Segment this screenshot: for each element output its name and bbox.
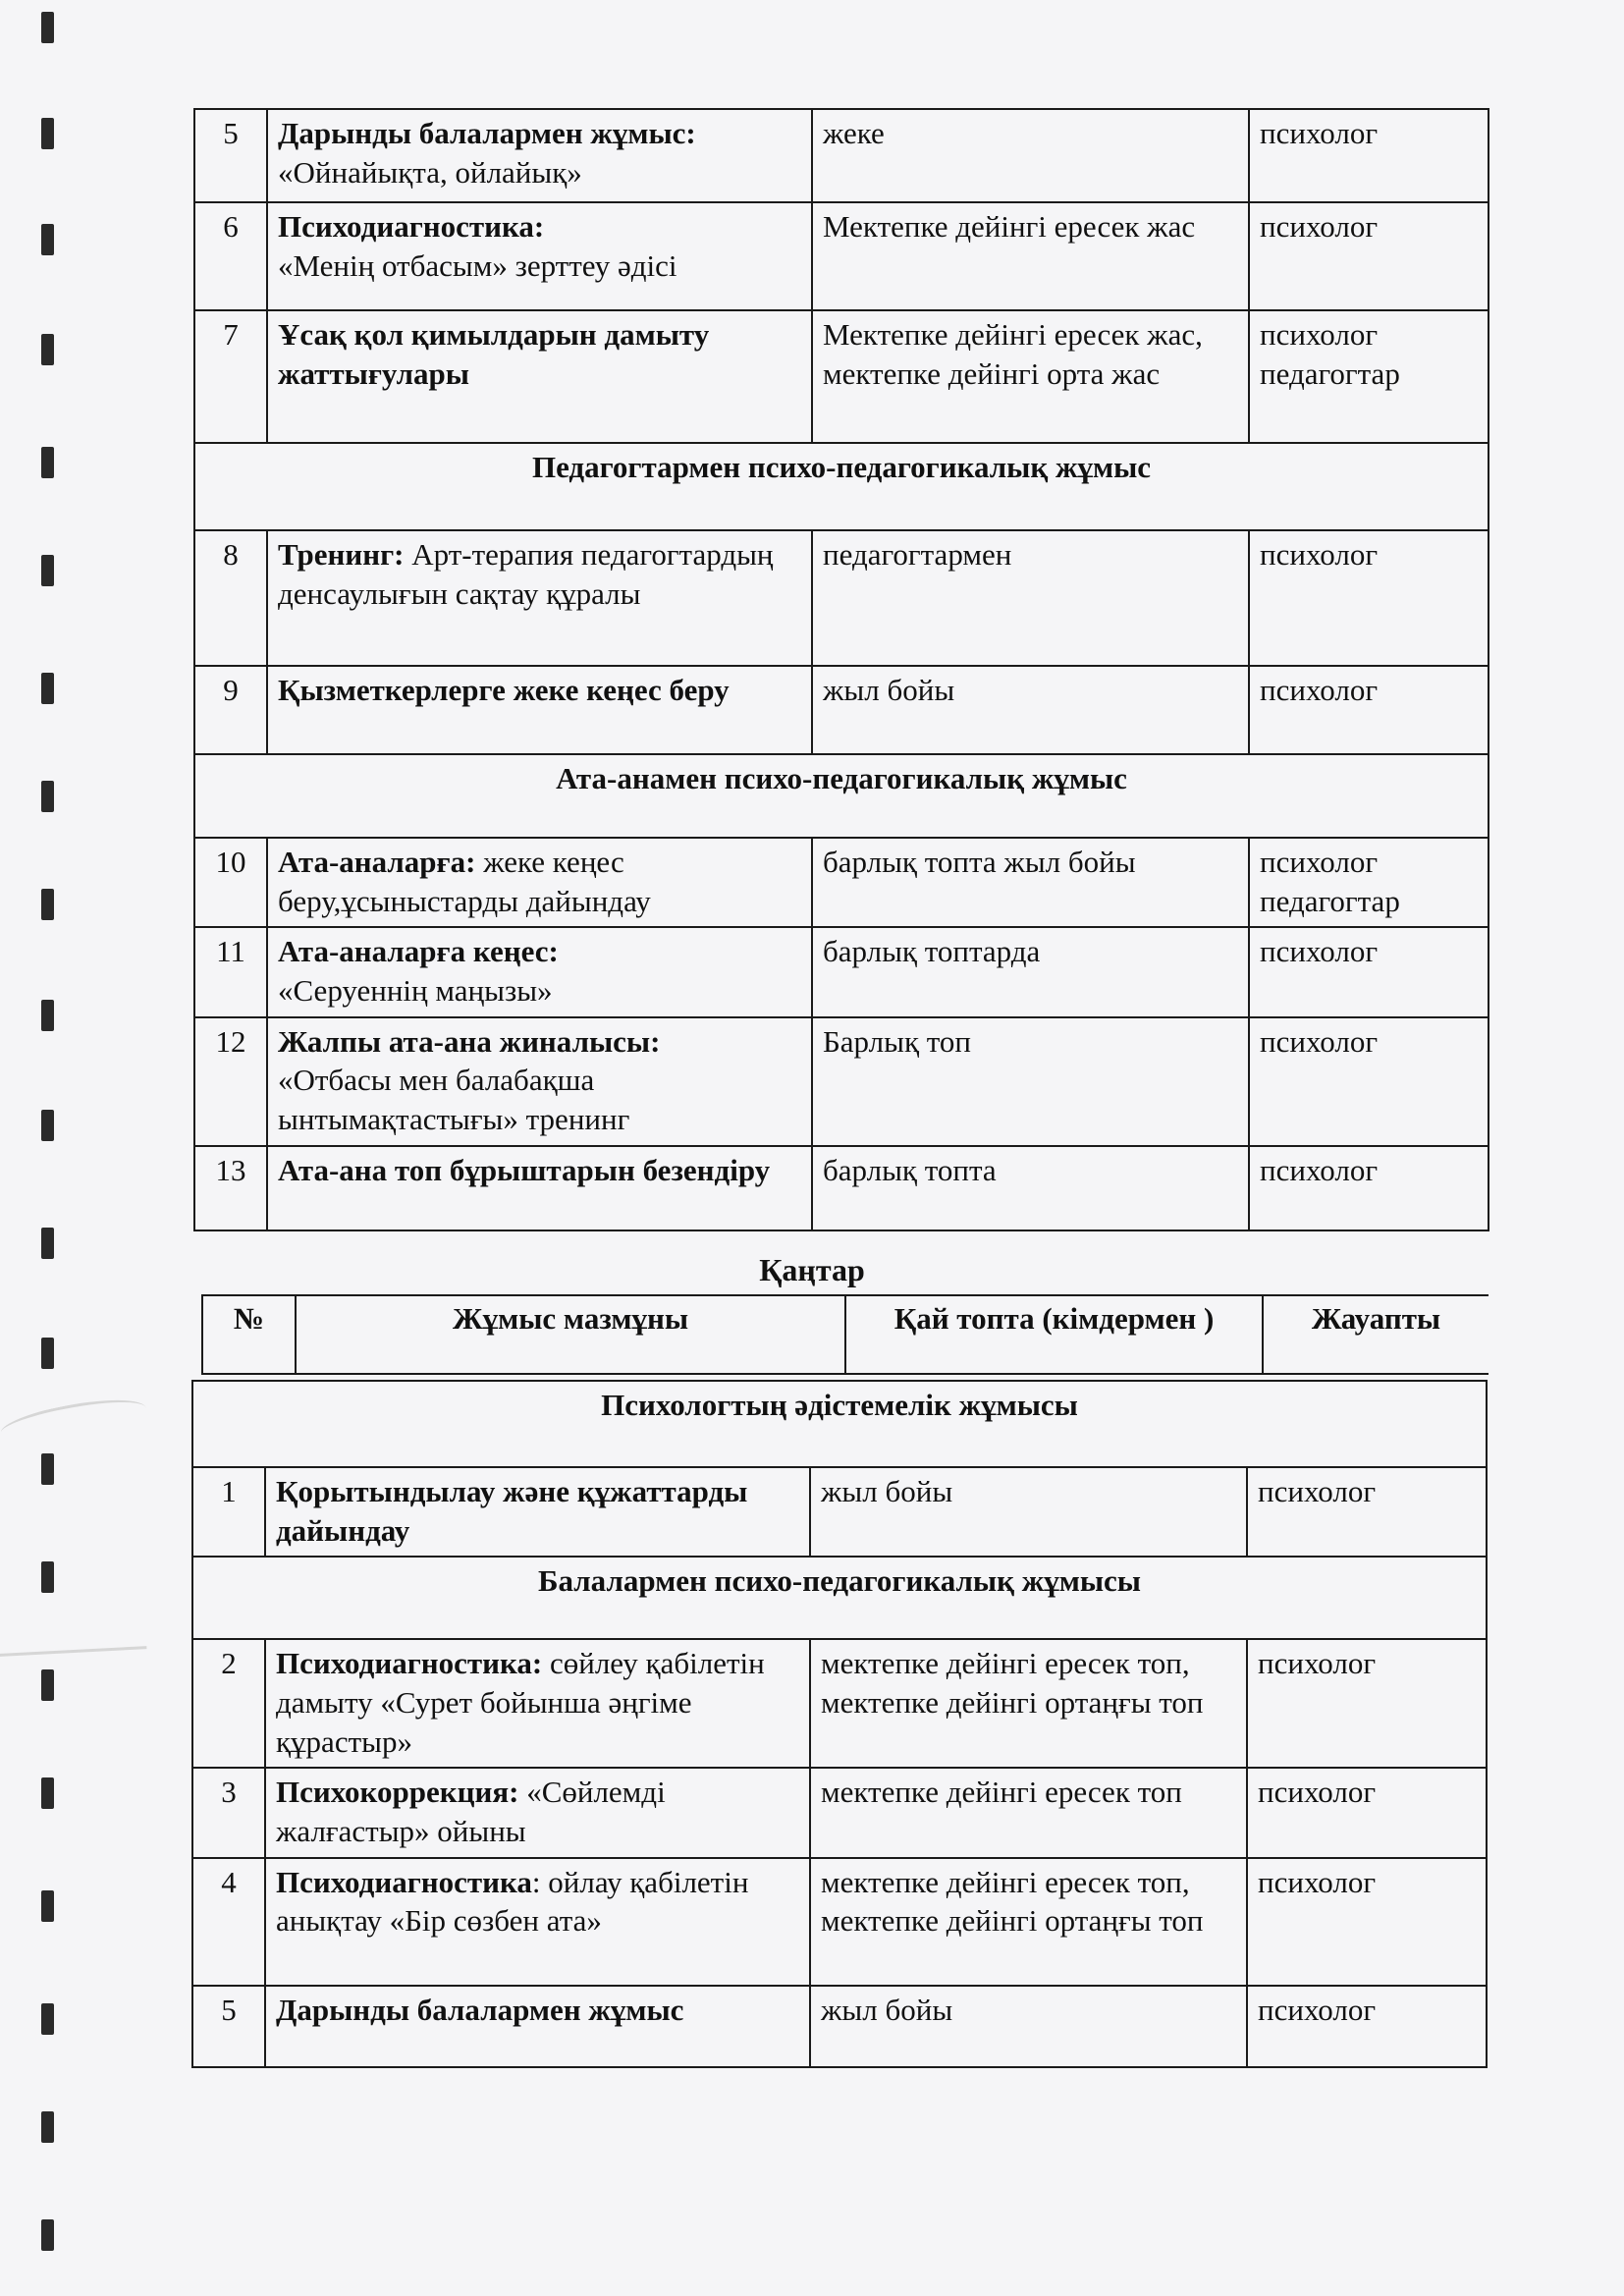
target-group: жыл бойы [812,666,1249,754]
table-row [192,1858,1487,1986]
work-content: Қызметкерлерге жеке кеңес беру [267,666,812,754]
column-header [201,1294,1489,1375]
target-group: жыл бойы [810,1467,1247,1557]
work-content: Психодиагностика: ойлау қабілетін анықтау «Бір сөзбен ата» [265,1858,810,1986]
target-group: барлық топта [812,1146,1249,1230]
table-row [194,927,1489,1016]
responsible: психолог [1247,1639,1487,1768]
month-title: Қаңтар [759,1252,865,1287]
target-group: барлық топтарда [812,927,1249,1016]
table-row [192,1986,1487,2067]
responsible: психолог [1247,1858,1487,1986]
work-content: Психодиагностика: «Менің отбасым» зерттеу әдісі [267,202,812,310]
section-title: Психологтың әдістемелік жұмысы [192,1381,1487,1467]
responsible: психолог [1249,202,1489,310]
row-number: 13 [194,1146,267,1230]
table-row [194,202,1489,310]
responsible: психолог педагогтар [1249,310,1489,443]
row-number: 5 [192,1986,265,2067]
work-content: Қорытындылау және құжаттарды дайындау [265,1467,810,1557]
work-content: Дарынды балалармен жұмыс: «Ойнайықта, ойлайық» [267,109,812,202]
row-number: 9 [194,666,267,754]
binding-holes [0,0,69,2296]
work-content: Психодиагностика: сөйлеу қабілетін дамыту «Сурет бойынша әңгіме құрастыр» [265,1639,810,1768]
row-number: 8 [194,530,267,666]
responsible: психолог [1247,1467,1487,1557]
row-number: 4 [192,1858,265,1986]
work-content: Тренинг: Арт-терапия педагогтардың денсаулығын сақтау құралы [267,530,812,666]
target-group: мектепке дейінгі ересек топ, мектепке дейінгі ортаңғы топ [810,1639,1247,1768]
section-row [192,1557,1487,1639]
work-content: Ата-аналарға: жеке кеңес беру,ұсыныстарды дайындау [267,838,812,927]
header-responsible: Жауапты [1263,1295,1489,1374]
responsible: психолог [1249,1146,1489,1230]
header-number: № [202,1295,296,1374]
work-content: Ата-аналарға кеңес: «Серуеннің маңызы» [267,927,812,1016]
responsible: психолог [1249,927,1489,1016]
target-group: мектепке дейінгі ересек топ, мектепке дейінгі ортаңғы топ [810,1858,1247,1986]
table-row [194,109,1489,202]
header-content: Жұмыс мазмұны [296,1295,845,1374]
responsible: психолог [1249,666,1489,754]
row-number: 1 [192,1467,265,1557]
target-group: барлық топта жыл бойы [812,838,1249,927]
target-group: Барлық топ [812,1017,1249,1146]
section-title: Ата-анамен психо-педагогикалық жұмыс [194,754,1489,838]
header-group: Қай топта (кімдермен ) [845,1295,1263,1374]
table-row [194,838,1489,927]
work-content: Психокоррекция: «Сөйлемді жалғастыр» ойыны [265,1768,810,1857]
table-row [194,1146,1489,1230]
work-content: Ұсақ қол қимылдарын дамыту жаттығулары [267,310,812,443]
row-number: 2 [192,1639,265,1768]
row-number: 10 [194,838,267,927]
row-number: 6 [194,202,267,310]
target-group: Мектепке дейінгі ересек жас [812,202,1249,310]
table-row [194,310,1489,443]
target-group: Мектепке дейінгі ересек жас, мектепке дейінгі орта жас [812,310,1249,443]
row-number: 3 [192,1768,265,1857]
row-number: 5 [194,109,267,202]
table-row [192,1639,1487,1768]
responsible: психолог [1249,1017,1489,1146]
section-title: Балалармен психо-педагогикалық жұмысы [192,1557,1487,1639]
section-row [192,1381,1487,1467]
responsible: психолог [1247,1986,1487,2067]
responsible: психолог [1247,1768,1487,1857]
target-group: педагогтармен [812,530,1249,666]
row-number: 7 [194,310,267,443]
target-group: жеке [812,109,1249,202]
table-row [192,1467,1487,1557]
work-content: Дарынды балалармен жұмыс [265,1986,810,2067]
table-row [194,666,1489,754]
work-content: Ата-ана топ бұрыштарын безендіру [267,1146,812,1230]
responsible: психолог педагогтар [1249,838,1489,927]
table-row [192,1768,1487,1857]
row-number: 12 [194,1017,267,1146]
work-content: Жалпы ата-ана жиналысы: «Отбасы мен балабақша ынтымақтастығы» тренинг [267,1017,812,1146]
responsible: психолог [1249,109,1489,202]
section-row [194,754,1489,838]
target-group: мектепке дейінгі ересек топ [810,1768,1247,1857]
table-row [194,530,1489,666]
row-number: 11 [194,927,267,1016]
table-row [194,1017,1489,1146]
section-title: Педагогтармен психо-педагогикалық жұмыс [194,443,1489,530]
target-group: жыл бойы [810,1986,1247,2067]
plan-table-lower [191,1380,1488,2068]
responsible: психолог [1249,530,1489,666]
plan-table-upper [193,108,1489,1231]
section-row [194,443,1489,530]
